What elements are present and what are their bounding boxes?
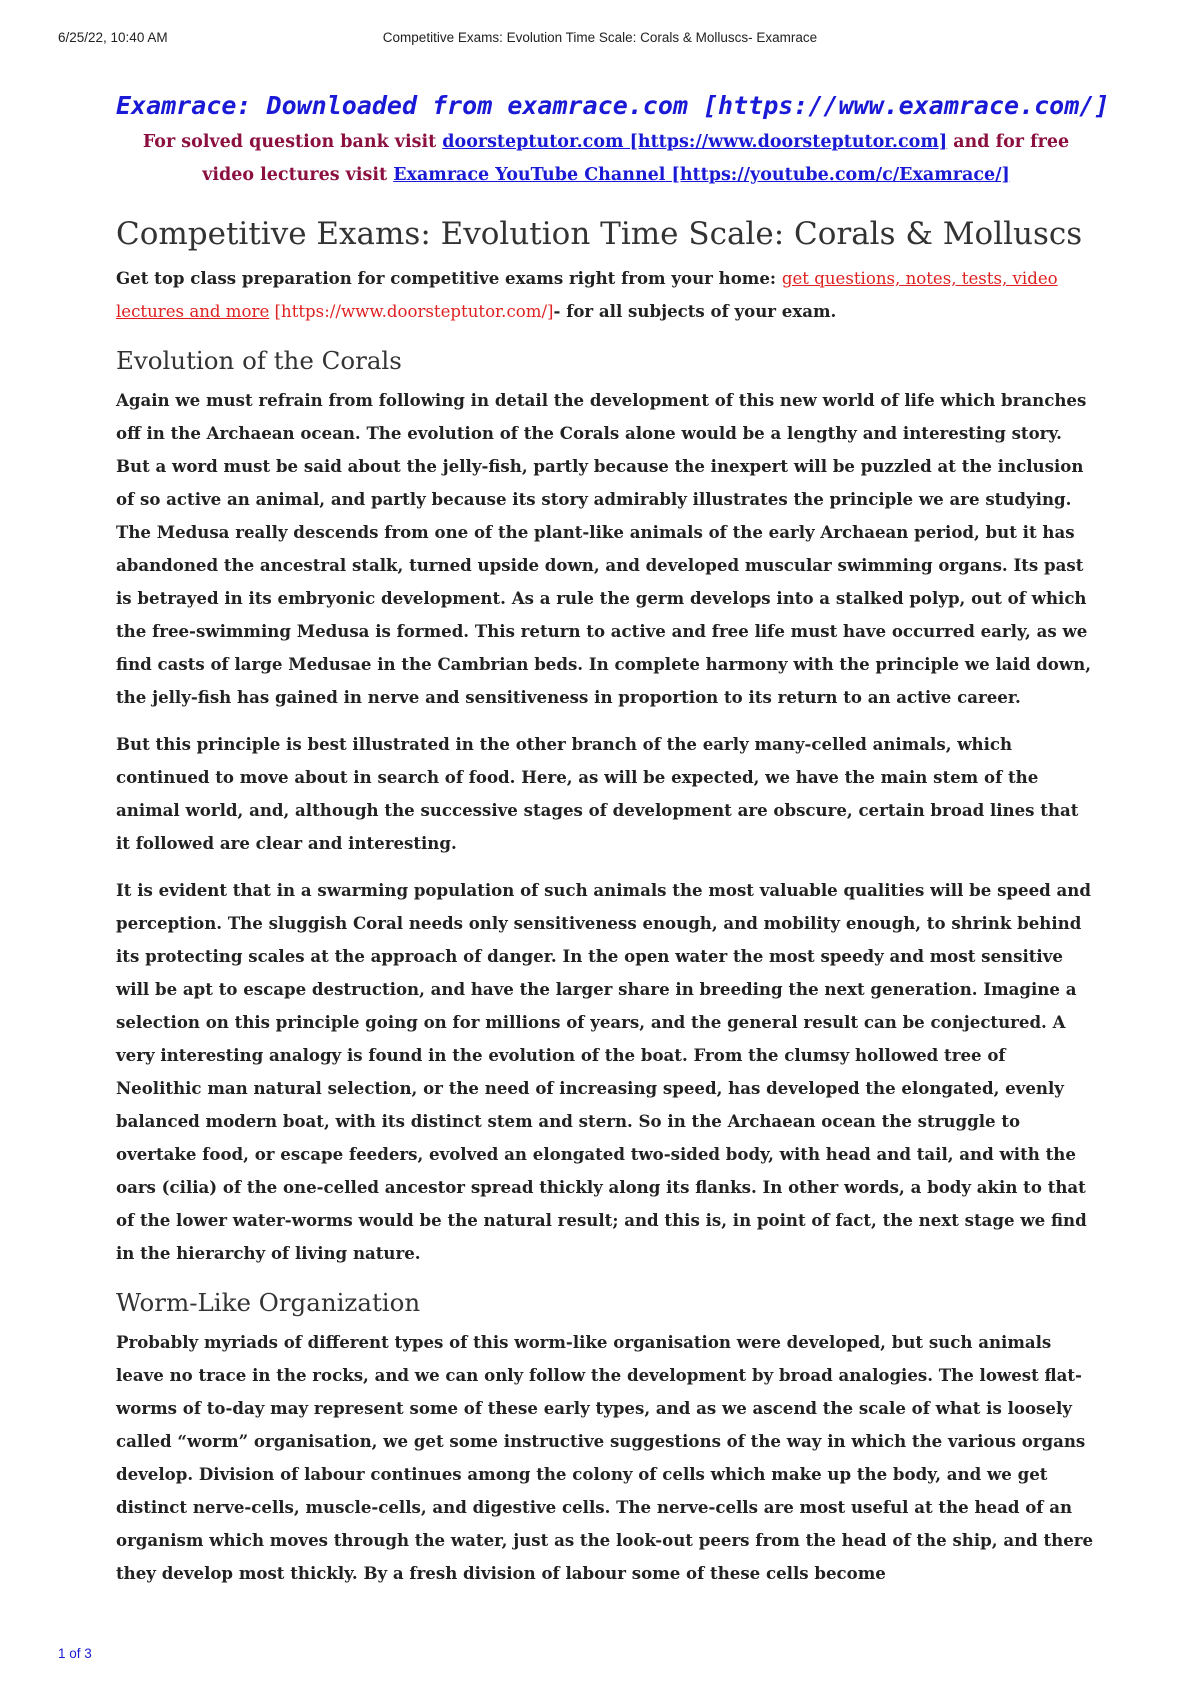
lead-suffix: - for all subjects of your exam.	[553, 301, 837, 321]
paragraph: But this principle is best illustrated in the other branch of the early many-celled animals, which continued to move about in search of food. Here, as will be expected, we have the main stem of the animal world, and, although the successive stages of development are obscure, certain broad lines that it followed are clear and interesting.	[116, 734, 1079, 853]
promo-link[interactable]: get questions, notes, tests, video lectures and more	[116, 269, 1058, 321]
page-number: 1 of 3	[58, 1646, 92, 1661]
youtube-channel-link[interactable]: Examrace YouTube Channel [https://youtube.com/c/Examrace/]	[393, 165, 1010, 185]
print-datetime: 6/25/22, 10:40 AM	[58, 30, 168, 45]
subbanner-middle: and for free video lectures visit	[202, 132, 1070, 185]
page-content	[116, 88, 1110, 1604]
section-heading-worm-like: Worm-Like Organization	[116, 1288, 421, 1317]
lead-prefix: Get top class preparation for competitive exams right from your home:	[116, 268, 782, 288]
section-heading-corals: Evolution of the Corals	[116, 346, 402, 375]
subbanner-prefix: For solved question bank visit	[142, 132, 443, 152]
doorsteptutor-link[interactable]: doorsteptutor.com [https://www.doorsteptutor.com]	[442, 132, 948, 152]
lead-paragraph	[116, 262, 1096, 328]
print-header	[58, 30, 1142, 50]
examrace-banner[interactable]: Examrace: Downloaded from examrace.com [https://www.examrace.com/]	[116, 91, 1110, 120]
paragraph: Probably myriads of different types of this worm-like organisation were developed, but such animals leave no trace in the rocks, and we can only follow the development by broad analogies. The lowest flat-worms of to-day may represent some of these early types, and as we ascend the scale of what is loosely called “worm” organisation, we get some instructive suggestions of the way in which the various organs develop. Division of labour continues among the colony of cells which make up the body, and we get distinct nerve-cells, muscle-cells, and digestive cells. The nerve-cells are most useful at the head of an organism which moves through the water, just as the look-out peers from the head of the ship, and there they develop most thickly. By a fresh division of labour some of these cells become	[116, 1332, 1094, 1583]
print-doc-title: Competitive Exams: Evolution Time Scale: Corals & Molluscs- Examrace	[382, 30, 818, 45]
paragraph: It is evident that in a swarming population of such animals the most valuable qualities will be speed and perception. The sluggish Coral needs only sensitiveness enough, and mobility enough, to shrink behind its protecting scales at the approach of danger. In the open water the most speedy and most sensitive will be apt to escape destruction, and have the larger share in breeding the next generation. Imagine a selection on this principle going on for millions of years, and the general result can be conjectured. A very interesting analogy is found in the evolution of the boat. From the clumsy hollowed tree of Neolithic man natural selection, or the need of increasing speed, has developed the elongated, evenly balanced modern boat, with its distinct stem and stern. So in the Archaean ocean the struggle to overtake food, or escape feeders, evolved an elongated two-sided body, with head and tail, and with the oars (cilia) of the one-celled ancestor spread thickly along its flanks. In other words, a body akin to that of the lower water-worms would be the natural result; and this is, in point of fact, the next stage we find in the hierarchy of living nature.	[116, 880, 1091, 1263]
page-title: Competitive Exams: Evolution Time Scale: Corals & Molluscs	[116, 216, 1083, 252]
paragraph: Again we must refrain from following in detail the development of this new world of life which branches off in the Archaean ocean. The evolution of the Corals alone would be a lengthy and interesting story. But a word must be said about the jelly-fish, partly because the inexpert will be puzzled at the inclusion of so active an animal, and partly because its story admirably illustrates the principle we are studying. The Medusa really descends from one of the plant-like animals of the early Archaean period, but it has abandoned the ancestral stalk, turned upside down, and developed muscular swimming organs. Its past is betrayed in its embryonic development. As a rule the germ develops into a stalked polyp, out of which the free-swimming Medusa is formed. This return to active and free life must have occurred early, as we find casts of large Medusae in the Cambrian beds. In complete harmony with the principle we laid down, the jelly-fish has gained in nerve and sensitiveness in proportion to its return to an active career.	[116, 390, 1091, 707]
promo-url[interactable]: [https://www.doorsteptutor.com/]	[269, 302, 554, 321]
subbanner	[116, 126, 1096, 192]
